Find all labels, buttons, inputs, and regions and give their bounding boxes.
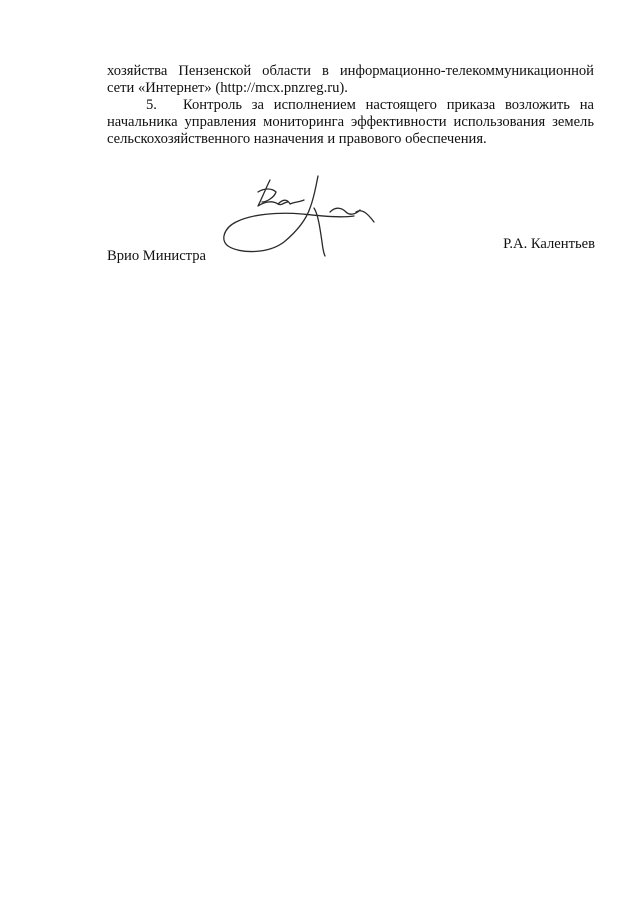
paragraph-5-line-1 xyxy=(107,97,594,114)
paragraph-5-line-2: начальника управления мониторинга эффективности использования земель xyxy=(107,114,594,130)
signer-name: Р.А. Калентьев xyxy=(503,236,595,252)
paragraph-4-line-1: хозяйства Пензенской области в информационно-телекоммуникационной xyxy=(107,63,594,79)
paragraph-4-line-2: сети «Интернет» (http://mcx.pnzreg.ru). xyxy=(107,80,348,96)
paragraph-5-number: 5. xyxy=(146,97,157,113)
document-body xyxy=(107,63,594,148)
paragraph-5-line-1-text: Контроль за исполнением настоящего приказа возложить на xyxy=(183,97,594,113)
handwritten-signature xyxy=(218,172,378,258)
signer-position: Врио Министра xyxy=(107,248,206,264)
paragraph-5-line-3: сельскохозяйственного назначения и правового обеспечения. xyxy=(107,131,487,147)
